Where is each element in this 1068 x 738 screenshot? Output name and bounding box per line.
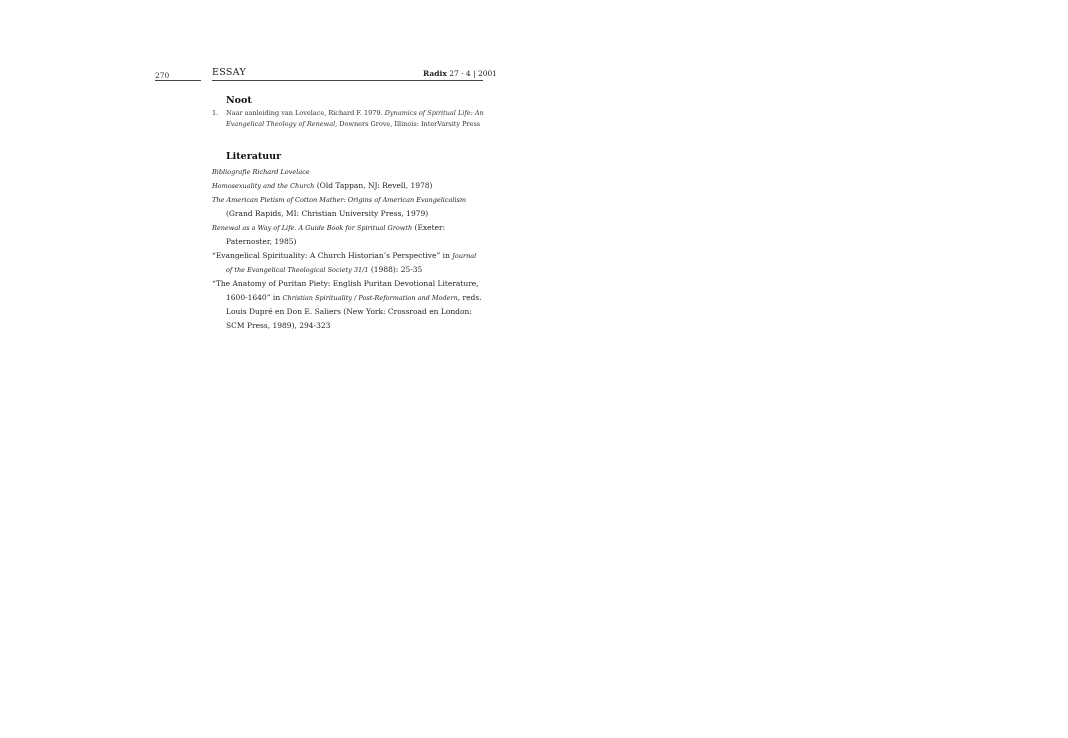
literature-entry-post: (Exeter: Paternoster, 1985) <box>226 223 446 246</box>
header-rule-left <box>155 80 201 81</box>
literature-entry <box>212 179 483 193</box>
literature-entry-pre: “Evangelical Spirituality: A Church Historian’s Perspective” in <box>212 251 453 260</box>
literature-list <box>212 165 483 333</box>
literature-entry-italic: Christian Spirituality / Post-Reformation and Modern <box>282 294 458 302</box>
note-book-title: Dynamics of Spiritual Life: An Evangelical Theology of Renewal <box>226 109 484 128</box>
literature-entry-italic: Renewal as a Way of Life. A Guide Book for Spiritual Growth <box>212 224 413 232</box>
journal-reference <box>423 69 497 78</box>
literature-entry-post: (Old Tappan, NJ: Revell, 1978) <box>314 181 433 190</box>
noot-heading: Noot <box>226 95 252 106</box>
note-text-before: Naar aanleiding van Lovelace, Richard F. 1979. <box>226 109 385 117</box>
literature-entry <box>212 193 483 221</box>
literatuur-heading: Literatuur <box>226 151 282 162</box>
note-text <box>226 108 484 130</box>
literature-entry-italic: Journal of the Evangelical Theological Society 31/1 <box>226 252 477 274</box>
literature-entry-italic: Bibliografie Richard Lovelace <box>212 168 310 176</box>
literature-entry-post: , reds. Louis Dupré en Don E. Saliers (New York: Crossroad en London: SCM Press, 1989), 294-323 <box>226 293 482 330</box>
literature-entry-post: (Grand Rapids, MI: Christian University Press, 1979) <box>226 209 429 218</box>
literature-entry <box>212 249 483 277</box>
note-number: 1. <box>212 109 219 117</box>
journal-issue: 27 · 4 | 2001 <box>449 69 498 78</box>
literature-entry <box>212 277 483 333</box>
literature-entry <box>212 221 483 249</box>
literature-entry-pre: “The Anatomy of Puritan Piety: English Puritan Devotional Literature, 1600-1640” in <box>212 279 479 302</box>
literature-entry <box>212 165 483 179</box>
note-text-after: , Downers Grove, Illinois: InterVarsity Press <box>335 120 481 128</box>
section-label: ESSAY <box>212 67 247 78</box>
literature-entry-italic: Homosexuality and the Church <box>212 182 315 190</box>
header-rule-right <box>212 80 483 81</box>
literature-entry-italic: The American Pietism of Cotton Mather: Origins of American Evangelicalism <box>212 196 467 204</box>
journal-name: Radix <box>423 69 447 78</box>
page-number: 270 <box>155 71 170 80</box>
literature-entry-post: (1988): 25-35 <box>368 265 423 274</box>
